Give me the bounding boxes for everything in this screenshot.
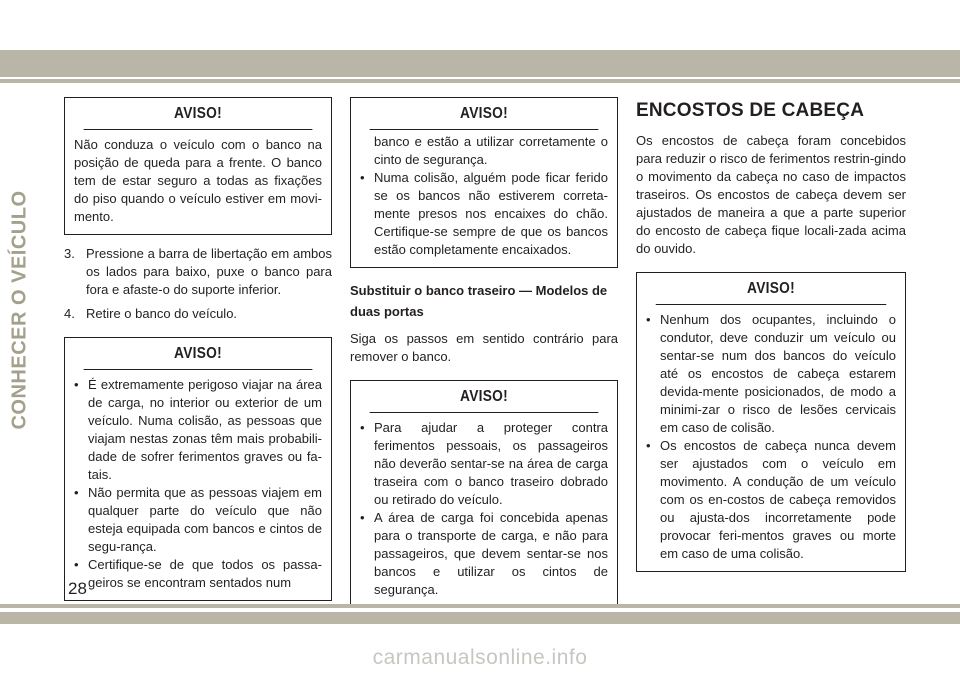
- warning-bullet: • Nenhum dos ocupantes, incluindo o condutor, deve conduzir um veículo ou sentar-se num dos bancos do veículo até os encostos de cabeça estarem devida-mente posicionados, de modo a minimi-zar o risco de lesões cervicais em caso de colisão.: [646, 311, 896, 437]
- step-item: [64, 305, 332, 323]
- step-text: Pressione a barra de libertação em ambos os lados para baixo, puxe o banco para fora e afaste-o do suporte inferior.: [86, 246, 332, 297]
- footer-rule: [0, 604, 960, 608]
- column-left: [64, 97, 332, 611]
- step-number: 3.: [64, 246, 75, 261]
- warning-bullet: • Não permita que as pessoas viajem em qualquer parte do veículo que não esteja equipada com bancos e cintos de segu-rança.: [74, 484, 322, 556]
- footer-band: [0, 612, 960, 624]
- watermark-text: carmanualsonline.info: [372, 646, 588, 669]
- warning-text: Não conduza o veículo com o banco na posição de queda para a frente. O banco tem de estar seguro a todas as fixações do piso quando o veículo estiver em movi-mento.: [74, 137, 322, 224]
- section-side-title-text: CONHECER O VEÍCULO: [8, 190, 31, 430]
- header-rule: [0, 79, 960, 83]
- section-heading: ENCOSTOS DE CABEÇA: [636, 100, 865, 121]
- warning-box: [350, 380, 618, 608]
- warning-body: [351, 130, 617, 267]
- warning-bullet: • Para ajudar a proteger contra ferimentos pessoais, os passageiros não deverão sentar-se na área de carga traseira com o banco traseiro dobrado ou retirado do veículo.: [360, 419, 608, 509]
- warning-box: [350, 97, 618, 268]
- page-number: 28: [68, 579, 87, 598]
- subsection-heading: Substituir o banco traseiro — Modelos de duas portas: [350, 283, 608, 319]
- step-number: 4.: [64, 306, 75, 321]
- header-band: [0, 50, 960, 77]
- warning-bullet: • É extremamente perigoso viajar na área de carga, no interior ou exterior de um veículo. Numa colisão, as pessoas que viajam nestas zonas têm mais probabili-dade de sofrer ferimentos graves ou fa-tais.: [74, 376, 322, 484]
- warning-body: [65, 370, 331, 600]
- column-middle: [350, 97, 618, 618]
- warning-title: AVISO!: [84, 338, 313, 370]
- step-text: Retire o banco do veículo.: [86, 306, 238, 321]
- warning-body: [65, 130, 331, 234]
- warning-box: [64, 97, 332, 235]
- warning-title: AVISO!: [370, 98, 599, 130]
- warning-title: AVISO!: [84, 98, 313, 130]
- warning-body: [351, 413, 617, 607]
- warning-bullet: • Certifique-se de que todos os passa-geiros se encontram sentados num: [74, 556, 322, 592]
- warning-bullet: • Numa colisão, alguém pode ficar ferido se os bancos não estiverem correta-mente presos nos encaixes do chão. Certifique-se sempre de que os bancos estão completamente encaixados.: [360, 169, 608, 259]
- warning-box: [64, 337, 332, 601]
- warning-body: [637, 305, 905, 571]
- warning-title: AVISO!: [656, 273, 886, 305]
- step-item: [64, 245, 332, 299]
- column-right: [636, 97, 906, 582]
- warning-continuation: banco e estão a utilizar corretamente o cinto de segurança.: [374, 134, 608, 167]
- warning-box: [636, 272, 906, 572]
- body-paragraph: Siga os passos em sentido contrário para remover o banco.: [350, 331, 618, 364]
- warning-bullet: • Os encostos de cabeça nunca devem ser ajustados com o veículo em movimento. A condução de um veículo com os en-costos de cabeça removidos ou ajusta-dos incorretamente pode provocar feri-mentos graves ou morte em caso de uma colisão.: [646, 437, 896, 563]
- warning-bullet: • A área de carga foi concebida apenas para o transporte de carga, e não para passageiros, que devem sentar-se nos bancos e utilizar os cintos de segurança.: [360, 509, 608, 599]
- body-paragraph: Os encostos de cabeça foram concebidos para reduzir o risco de ferimentos restrin-gindo o movimento da cabeça no caso de impactos traseiros. Os encostos de cabeça devem ser ajustados de maneira a que a parte superior do encosto de cabeça fique locali-zada acima do ouvido.: [636, 133, 906, 256]
- warning-title: AVISO!: [370, 381, 599, 413]
